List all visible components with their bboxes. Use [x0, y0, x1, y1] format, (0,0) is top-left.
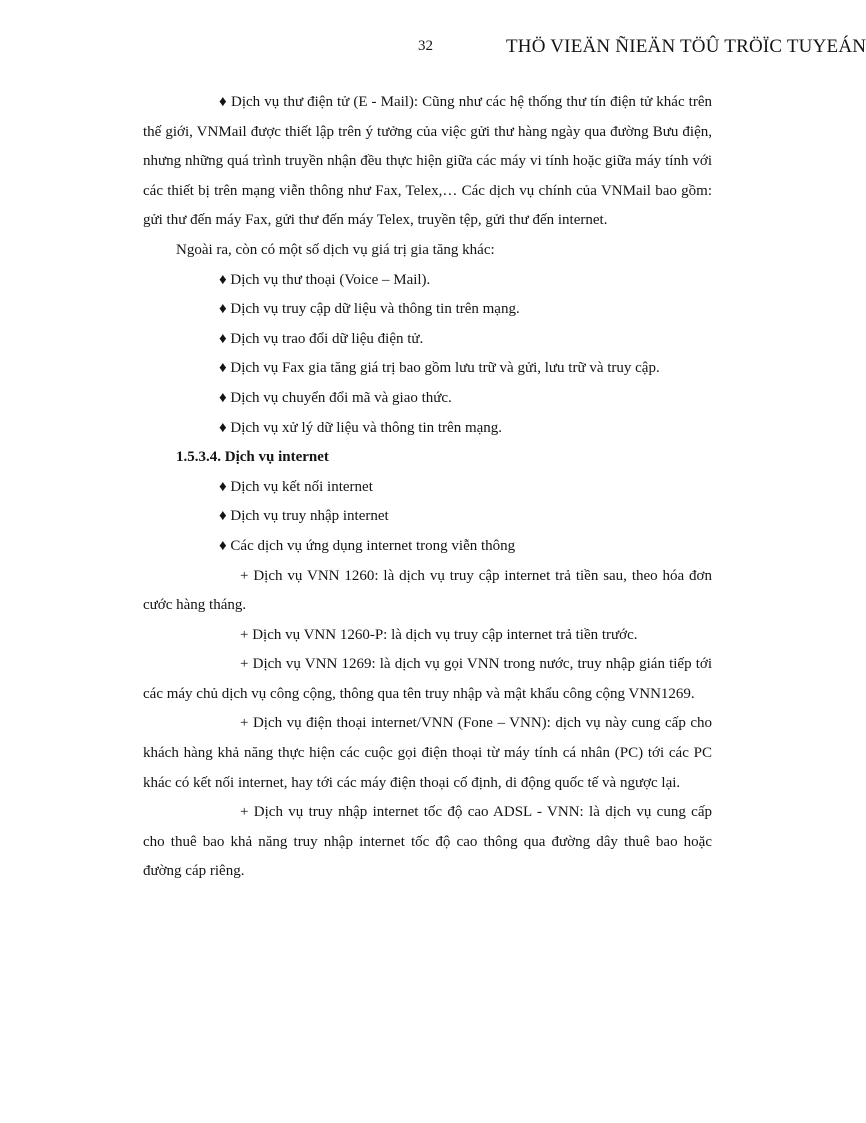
page-header: [0, 36, 866, 58]
email-service-paragraph: ♦ Dịch vụ thư điện tử (E - Mail): Cũng như các hệ thống thư tín điện tử khác trên thế giới, VNMail được thiết lập trên ý tưởng của việc gửi thư hàng ngày qua đường Bưu điện, nhưng những quá trình truyền nhận đều thực hiện giữa các máy vi tính hoặc giữa máy tính với các thiết bị trên mạng viễn thông như Fax, Telex,… Các dịch vụ chính của VNMail bao gồm: gửi thư đến máy Fax, gửi thư đến máy Telex, truyền tệp, gửi thư đến internet.: [143, 94, 712, 229]
section-heading: 1.5.3.4. Dịch vụ internet: [176, 449, 329, 466]
value-added-intro: Ngoài ra, còn có một số dịch vụ giá trị gia tăng khác:: [176, 241, 495, 258]
service-description: + Dịch vụ VNN 1260-P: là dịch vụ truy cập internet trả tiền trước.: [240, 626, 638, 643]
list-item: ♦ Dịch vụ truy cập dữ liệu và thông tin trên mạng.: [219, 301, 520, 318]
service-description: + Dịch vụ VNN 1269: là dịch vụ gọi VNN trong nước, truy nhập gián tiếp tới các máy chủ dịch vụ công cộng, thông qua tên truy nhập và mật khẩu công cộng VNN1269.: [143, 656, 712, 702]
list-item: ♦ Các dịch vụ ứng dụng internet trong viễn thông: [219, 537, 516, 554]
service-description: + Dịch vụ điện thoại internet/VNN (Fone – VNN): dịch vụ này cung cấp cho khách hàng khả năng thực hiện các cuộc gọi điện thoại từ máy tính cá nhân (PC) tới các PC khác có kết nối internet, hay tới các máy điện thoại cố định, di động quốc tế và ngược lại.: [143, 715, 712, 791]
list-item: ♦ Dịch vụ thư thoại (Voice – Mail).: [219, 271, 431, 288]
internet-services-list: [143, 473, 712, 562]
page-body: [143, 88, 712, 887]
list-item: ♦ Dịch vụ Fax gia tăng giá trị bao gồm lưu trữ và gửi, lưu trữ và truy cập.: [219, 360, 660, 377]
list-item: ♦ Dịch vụ xử lý dữ liệu và thông tin trên mạng.: [219, 419, 503, 436]
list-item: ♦ Dịch vụ chuyển đổi mã và giao thức.: [219, 389, 452, 406]
list-item: ♦ Dịch vụ truy nhập internet: [219, 508, 389, 525]
page-number: 32: [418, 38, 433, 54]
list-item: ♦ Dịch vụ kết nối internet: [219, 478, 373, 495]
library-watermark: THÖ VIEÄN ÑIEÄN TÖÛ TRÖÏC TUYEÁN: [506, 36, 866, 57]
service-description: + Dịch vụ VNN 1260: là dịch vụ truy cập internet trả tiền sau, theo hóa đơn cước hàng tháng.: [143, 567, 712, 614]
value-added-list: [143, 266, 712, 444]
service-description: + Dịch vụ truy nhập internet tốc độ cao ADSL - VNN: là dịch vụ cung cấp cho thuê bao khả năng truy nhập internet tốc độ cao thông qua đường dây thuê bao hoặc đường cáp riêng.: [143, 804, 712, 880]
list-item: ♦ Dịch vụ trao đổi dữ liệu điện tử.: [219, 330, 424, 347]
